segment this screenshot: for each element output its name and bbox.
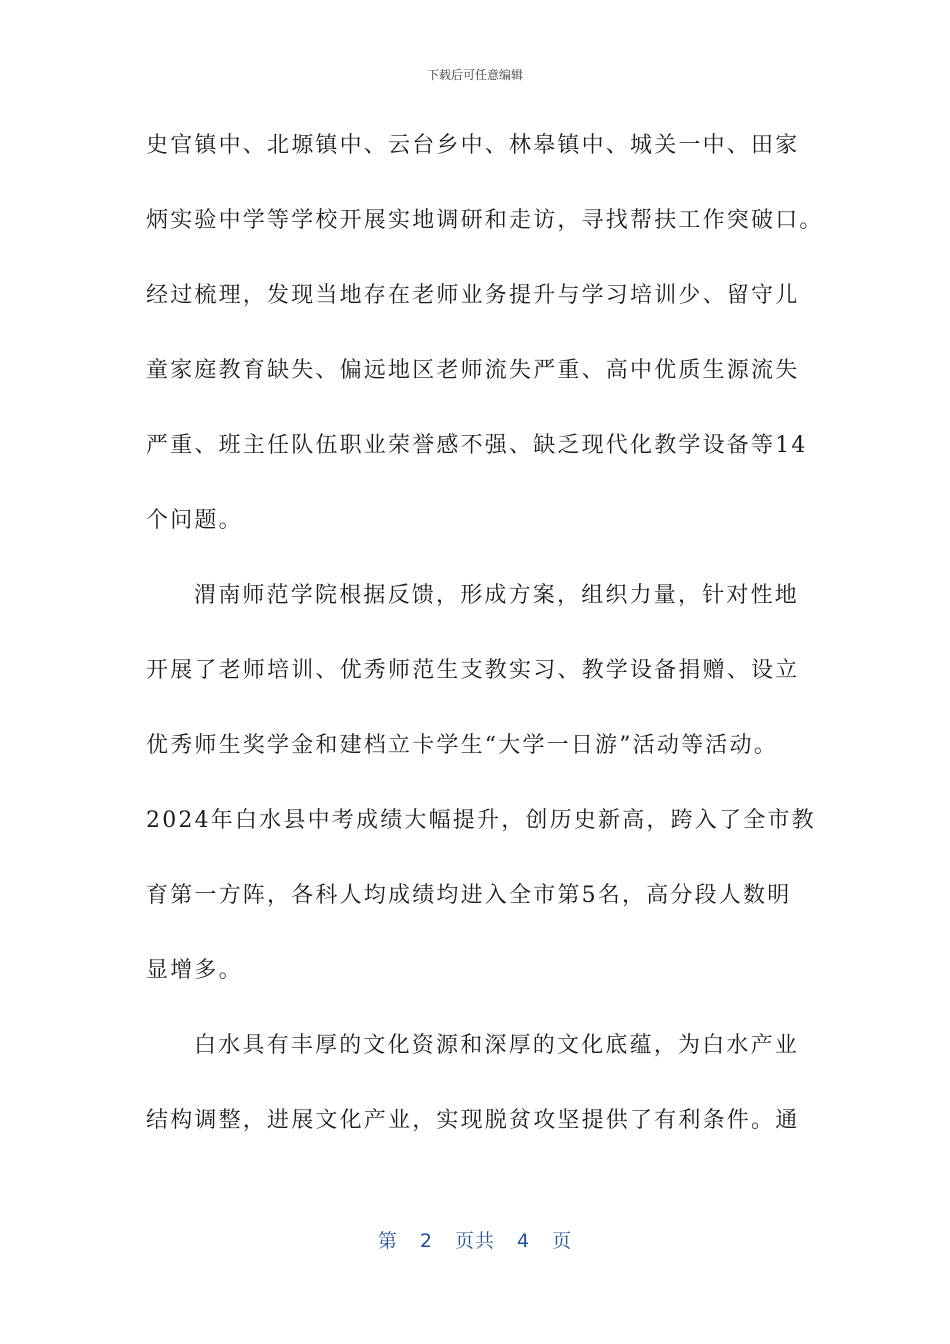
page-label-suffix: 页	[552, 1230, 573, 1252]
text-line: 优秀师生奖学金和建档立卡学生“大学一日游”活动等活动。	[146, 733, 778, 758]
page-header: 下载后可任意编辑	[426, 68, 523, 82]
document-body	[146, 126, 824, 1176]
text-line: 结构调整，进展文化产业，实现脱贫攻坚提供了有利条件。通	[146, 1108, 800, 1133]
text-line: 开展了老师培训、优秀师范生支教实习、教学设备捐赠、设立	[146, 658, 800, 683]
current-page-number: 2	[419, 1230, 433, 1252]
text-line: 史官镇中、北塬镇中、云台乡中、林皋镇中、城关一中、田家	[146, 133, 800, 158]
text-line: 个问题。	[146, 508, 243, 533]
paragraph-first-line: 白水具有丰厚的文化资源和深厚的文化底蕴，为白水产业	[194, 1033, 800, 1058]
text-line: 炳实验中学等学校开展实地调研和走访，寻找帮扶工作突破口。	[146, 208, 824, 233]
page-label-prefix: 第	[377, 1230, 398, 1252]
total-pages-number: 4	[517, 1230, 531, 1252]
page-footer	[0, 1226, 950, 1253]
text-line: 童家庭教育缺失、偏远地区老师流失严重、高中优质生源流失	[146, 358, 800, 383]
text-line: 经过梳理，发现当地存在老师业务提升与学习培训少、留守儿	[146, 283, 800, 308]
text-line: 育第一方阵，各科人均成绩均进入全市第5名，高分段人数明	[146, 883, 792, 908]
paragraph-first-line: 渭南师范学院根据反馈，形成方案，组织力量，针对性地	[194, 583, 800, 608]
page-label-mid: 页共	[454, 1230, 495, 1252]
text-line: 严重、班主任队伍职业荣誉感不强、缺乏现代化教学设备等14	[146, 433, 808, 458]
text-line: 显增多。	[146, 958, 243, 983]
text-line: 2024年白水县中考成绩大幅提升，创历史新高，跨入了全市教	[146, 808, 816, 833]
